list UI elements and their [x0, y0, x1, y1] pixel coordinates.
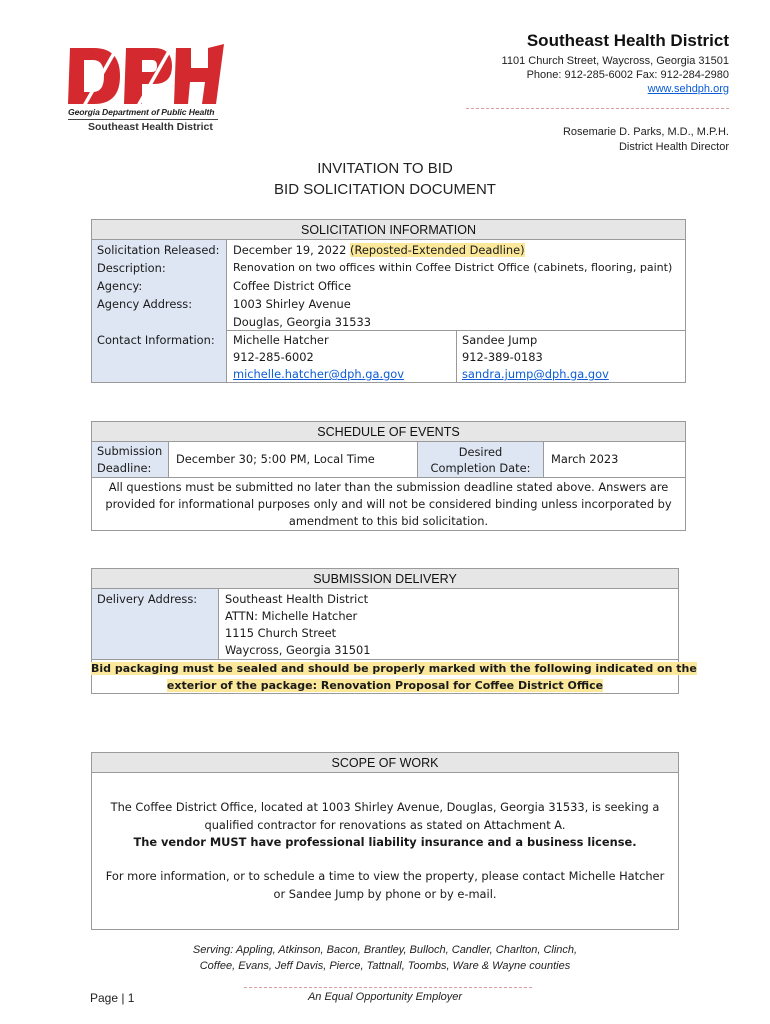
deadline-label-line1: Submission: [97, 444, 163, 458]
deadline-label-line2: Deadline:: [97, 461, 152, 475]
description-label: Description:: [97, 261, 166, 275]
packaging-line2: exterior of the package: Renovation Proposal for Coffee District Office: [166, 679, 604, 692]
scope-header: SCOPE OF WORK: [92, 753, 678, 773]
contact2-phone: 912-389-0183: [462, 350, 543, 364]
schedule-note-line1: All questions must be submitted no later than the submission deadline stated above. Answers are: [108, 480, 669, 494]
agency-address-label: Agency Address:: [97, 297, 193, 311]
document-title: INVITATION TO BID: [317, 160, 453, 177]
footer-serving-line1: Serving: Appling, Atkinson, Bacon, Brantley, Bulloch, Candler, Charlton, Clinch,: [192, 944, 578, 956]
column-divider: [226, 240, 227, 383]
agency-value: Coffee District Office: [233, 279, 352, 293]
agency-address-line2: Douglas, Georgia 31533: [233, 315, 372, 329]
delivery-line3: 1115 Church Street: [225, 626, 337, 640]
contact-label: Contact Information:: [97, 333, 215, 347]
schedule-header: SCHEDULE OF EVENTS: [92, 422, 685, 442]
agency-address-line1: 1003 Shirley Avenue: [233, 297, 351, 311]
released-note: (Reposted-Extended Deadline): [350, 243, 525, 257]
released-value-wrap: [233, 241, 525, 259]
website-link[interactable]: www.sehdph.org: [647, 83, 729, 95]
completion-label-line2: Completion Date:: [430, 461, 531, 475]
delivery-header: SUBMISSION DELIVERY: [92, 569, 678, 589]
schedule-note-line2: provided for informational purposes only and will not be considered binding unless incorporated by: [105, 497, 672, 511]
letterhead-title: Southeast Health District: [526, 31, 729, 50]
contact1-name: Michelle Hatcher: [233, 333, 329, 347]
schedule-divider-1: [168, 442, 169, 478]
contact2-name: Sandee Jump: [462, 333, 538, 347]
scope-para1-line2: qualified contractor for renovations as stated on Attachment A.: [204, 818, 566, 832]
released-value: December 19, 2022: [233, 243, 347, 257]
letterhead-divider: [466, 108, 729, 109]
contact1-phone: 912-285-6002: [233, 350, 314, 364]
page-number: Page | 1: [90, 991, 135, 1005]
contact2-email-link[interactable]: sandra.jump@dph.ga.gov: [462, 367, 609, 381]
letterhead-phone-fax: Phone: 912-285-6002 Fax: 912-284-2980: [526, 69, 729, 81]
delivery-line2: ATTN: Michelle Hatcher: [225, 609, 358, 623]
schedule-note-line3: amendment to this bid solicitation.: [288, 514, 489, 528]
delivery-divider: [218, 589, 219, 660]
description-value: Renovation on two offices within Coffee District Office (cabinets, flooring, paint): [233, 261, 673, 274]
completion-value: March 2023: [551, 452, 619, 466]
released-label: Solicitation Released:: [97, 243, 220, 257]
logo-org-name: Georgia Department of Public Health: [68, 107, 215, 117]
logo-district-name: Southeast Health District: [88, 121, 213, 133]
director-title: District Health Director: [618, 141, 729, 153]
agency-label: Agency:: [97, 279, 143, 293]
scope-requirement: The vendor MUST have professional liability insurance and a business license.: [133, 835, 637, 849]
letterhead-address: 1101 Church Street, Waycross, Georgia 31501: [501, 55, 729, 67]
completion-label-line1: Desired: [458, 445, 503, 459]
packaging-line1-wrap: [91, 660, 697, 678]
schedule-divider-3: [543, 442, 544, 478]
solicitation-header: SOLICITATION INFORMATION: [92, 220, 685, 240]
contact-divider: [456, 330, 457, 383]
scope-para1-line1: The Coffee District Office, located at 1003 Shirley Avenue, Douglas, Georgia 31533, is seeking a: [110, 800, 660, 814]
delivery-line4: Waycross, Georgia 31501: [225, 643, 371, 657]
director-name: Rosemarie D. Parks, M.D., M.P.H.: [562, 126, 729, 138]
deadline-value: December 30; 5:00 PM, Local Time: [176, 452, 375, 466]
delivery-line1: Southeast Health District: [225, 592, 369, 606]
document-subtitle: BID SOLICITATION DOCUMENT: [274, 181, 496, 198]
footer-divider: [244, 987, 532, 988]
contact1-email-link[interactable]: michelle.hatcher@dph.ga.gov: [233, 367, 405, 381]
packaging-line2-wrap: [91, 677, 679, 695]
footer-serving-line2: Coffee, Evans, Jeff Davis, Pierce, Tattnall, Toombs, Ware & Wayne counties: [199, 960, 571, 972]
scope-para2-line1: For more information, or to schedule a time to view the property, please contact Michelle Hatcher: [105, 869, 665, 883]
delivery-label: Delivery Address:: [97, 592, 198, 606]
packaging-line1: Bid packaging must be sealed and should be properly marked with the following indicated on the: [91, 662, 697, 675]
footer-employer: An Equal Opportunity Employer: [307, 991, 463, 1003]
scope-para2-line2: or Sandee Jump by phone or by e-mail.: [273, 887, 497, 901]
logo-divider: [68, 119, 218, 120]
